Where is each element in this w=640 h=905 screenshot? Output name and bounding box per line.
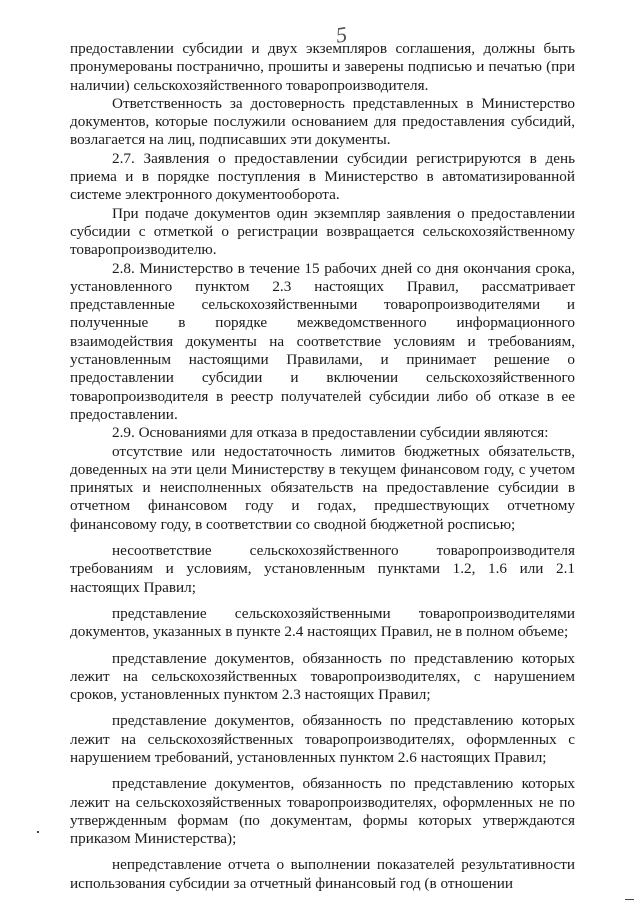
page-number: 5 — [334, 21, 349, 48]
list-item-late-submission: представление документов, обязанность по представлению которых лежит на сельскохозяйственных товаропроизводителях, с нарушением сроков, установленных пунктом 2.3 настоящих Правил; — [70, 649, 575, 704]
list-item-wrong-forms: представление документов, обязанность по представлению которых лежит на сельскохозяйственных товаропроизводителях, оформленных не по утвержденным формам (по документам, формы которых утверждаются приказом Министерства); — [70, 775, 575, 848]
list-item-nonconformity: несоответствие сельскохозяйственного товаропроизводителя требованиям и условиям, установленным пунктами 1.2, 1.6 или 2.1 настоящих Правил; — [70, 542, 575, 596]
paragraph-copy-returned: При подаче документов один экземпляр заявления о предоставлении субсидии с отметкой о регистрации возвращается сельскохозяйственному товаропроизводителю. — [70, 204, 575, 259]
list-item-missing-report: непредставление отчета о выполнении показателей результативности использования субсидии за отчетный финансовый год (в отношении — [70, 856, 575, 892]
list-item-incomplete-documents: представление сельскохозяйственными товаропроизводителями документов, указанных в пункте 2.4 настоящих Правил, не в полном объеме; — [70, 604, 575, 641]
paragraph-2-9-refusal-grounds: 2.9. Основаниями для отказа в предоставлении субсидии являются: — [112, 424, 549, 442]
document-body — [70, 40, 575, 893]
list-item-budget-limits: отсутствие или недостаточность лимитов бюджетных обязательств, доведенных на эти цели Министерству в текущем финансовом году, с учетом принятых и неисполненных обязательств на предоставление субсидии в отчетном финансовом году и годах, предшествующих отчетному финансовому году, в соответствии со сводной бюджетной росписью; — [70, 442, 575, 533]
scan-artifact-line — [625, 899, 634, 900]
list-item-requirement-violation: представление документов, обязанность по представлению которых лежит на сельскохозяйственных товаропроизводителях, оформленных с нарушением требований, установленных пунктом 2.6 настоящих Правил; — [70, 712, 575, 766]
paragraph-2-8-review: 2.8. Министерство в течение 15 рабочих дней со дня окончания срока, установленного пунктом 2.3 настоящих Правил, рассматривает представленные сельскохозяйственными товаропроизводителями и полученные в порядке межведомственного информационного взаимодействия документы на соответствие условиям и требованиям, установленным настоящими Правилами, и принимает решение о предоставлении субсидии и включении сельскохозяйственного товаропроизводителя в реестр получателей субсидии либо об отказе в ее предоставлении. — [70, 259, 575, 423]
paragraph-responsibility: Ответственность за достоверность представленных в Министерство документов, которые послужили основанием для предоставления субсидий, возлагается на лиц, подписавших эти документы. — [70, 94, 575, 149]
paragraph-documents-numbering: предоставлении субсидии и двух экземпляров соглашения, должны быть пронумерованы постранично, прошиты и заверены подписью и печатью (при наличии) сельскохозяйственного товаропроизводителя. — [70, 40, 575, 94]
paragraph-2-7-registration: 2.7. Заявления о предоставлении субсидии регистрируются в день приема и в порядке поступления в Министерство в автоматизированной системе электронного документооборота. — [70, 149, 575, 204]
scan-artifact-dot — [37, 831, 39, 833]
